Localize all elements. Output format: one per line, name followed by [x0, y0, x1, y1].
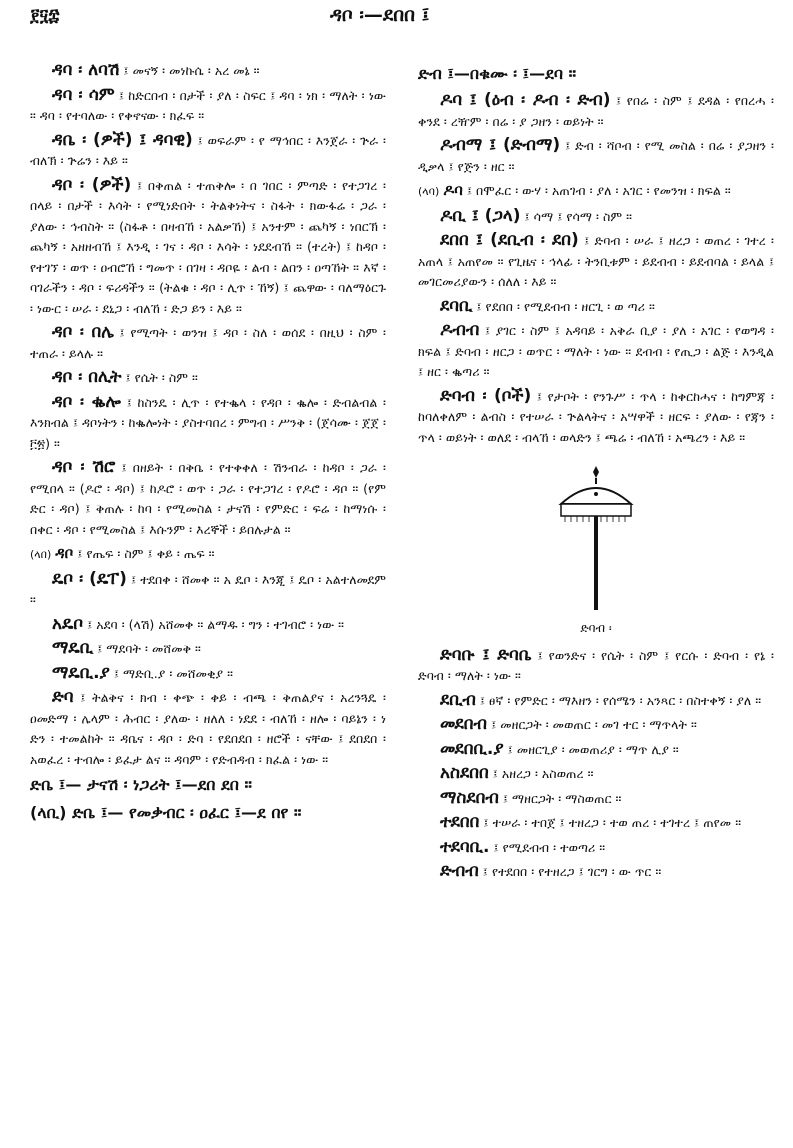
entry-definition: ፤ የበሬ ፡ ስም ፤ ደዳል ፡ የበረሓ ፡ ቀንደ ፡ ረዥም ፡ በሬ ፡ ያ ጋዘን ፡ ወይነት ። [418, 93, 774, 129]
entry-definition: ፤ ተሠራ ፡ ተበጀ ፤ ተዘረጋ ፡ ተወ ጠረ ፡ ተገተረ ፤ ጠየመ ። [483, 815, 742, 830]
dictionary-entry [30, 543, 386, 566]
dictionary-entry [418, 837, 774, 859]
entry-headword: ዴቦ ፡ (ዴፐ) [52, 568, 127, 589]
entry-definition: ፤ ያገር ፡ ስም ፤ አዳባይ ፡ አቅራ ቢያ ፡ ያለ ፡ አገር ፡ የወግዳ ፡ ክፍል ፤ ድባብ ፡ ዘርጋ ፡ ወጥር ፡ ማለት ፡ ነው ። ደብብ ፡ የጢጋ ፡ ልጅ ፡ እንዲል ፤ ዘር ፡ ቈጣሪ ። [418, 323, 774, 379]
entry-headword: ድባ [52, 687, 74, 707]
entry-definition: ፤ ሳማ ፤ የሳማ ፡ ስም ። [524, 208, 633, 224]
entry-tag: (ላበ) [30, 548, 52, 561]
entry-definition: ፤ ከስንዴ ፡ ሊጥ ፡ የተቈላ ፡ የዳቦ ፡ ቈሎ ፡ ድብልብል ፡ እንክብል ፤ ዳቦነትን ፡ ከቈሎነት ፡ ያስተባበረ ፡ ምግብ ፡ ሥንቅ ፡ (ጀሳሙ ፡ ጀጀ ፡ ፫፳) ። [30, 394, 386, 451]
entry-headword: ማዴቢ.ያ [52, 662, 110, 683]
entry-definition: ፤ ትልቅና ፡ ክብ ፡ ቀጭ ፡ ቀይ ፡ ብጫ ፡ ቅጠልያና ፡ አረንጓዴ ፡ ዐመድማ ፡ ሌላም ፡ ሕብር ፡ ያለው ፡ ዘለለ ፡ ነደደ ፡ ብለኸ ፡ ዘሎ ፡ ባይኔን ፡ ነ ድን ፡ ተመልከት ። ዳቤና ፡ ዳቦ ፡ ድባ ፡ የደበደበ ፡ ዘሮች ፡ ናቸው ፤ ደበደበ ፡ አወፈረ ፡ ተብሎ ፡ ይፈታ ልና ። ዳባም ፡ የድብዳብ ፡ ክፈል ፡ ነው ። [30, 690, 386, 767]
dictionary-entry [418, 320, 774, 383]
figure-caption: ድባብ ፡ [580, 621, 612, 635]
dictionary-entry [30, 322, 386, 364]
entry-headword: ደበበ ፤ (ደቢብ ፡ ደበ) [440, 230, 579, 250]
ceremonial-umbrella-icon [551, 462, 641, 612]
entry-headword: ዳቦ [55, 544, 74, 562]
entry-headword: ዳቤ ፡ (ዎች) ፤ ዳባዊ) [52, 129, 193, 150]
entry-definition: ፤ ተደበቀ ፡ ሸመቀ ። አ ዴቦ ፡ እንጂ ፤ ዴቦ ፡ አልተለመደም ። [30, 571, 386, 607]
entry-definition: ፤ የሚደብብ ፡ ተወጣሪ ። [493, 839, 606, 855]
entry-headword: ተደበበ [440, 812, 480, 832]
entry-headword: ማስደበብ [440, 787, 499, 808]
entry-definition: ፤ ወፍራም ፡ የ ማኅበር ፡ እንጀራ ፡ ጕራ ፡ ብለኽ ፡ ጕሬን ፡ እይ ። [30, 132, 386, 168]
dictionary-entry [418, 812, 774, 834]
entry-definition: ፤ የሴት ፡ ስም ። [125, 370, 198, 385]
dictionary-entry [418, 739, 774, 761]
entry-headword: ዶብብ [440, 320, 480, 340]
dictionary-entry [30, 175, 386, 320]
entry-definition: ፤ ማዘርጋት ፡ ማስወጠር ። [502, 790, 622, 806]
entry-headword: መደበቢ.ያ [440, 738, 504, 759]
dictionary-entry [30, 60, 386, 82]
dictionary-entry [30, 85, 386, 127]
entry-headword: መደበብ [440, 714, 488, 734]
entry-definition: ፤ የሚጣት ፡ ወንዝ ፤ ዳቦ ፡ ስለ ፡ ወሰደ ፡ በዚህ ፡ ስም ፡ ተጠራ ፡ ይላሉ ። [30, 325, 386, 361]
entry-headword: ተደባቢ. [440, 836, 490, 857]
entry-headword: ዳቦ ፡ ቈሎ [52, 391, 121, 412]
entry-definition: ፤ መዘርጊያ ፡ መወጠሪያ ፡ ማጥ ሊያ ። [507, 741, 679, 757]
dictionary-entry [30, 687, 386, 770]
entry-headword: አስደበበ [440, 763, 489, 783]
entry-definition: ፤ በቅጠል ፡ ተጠቅሎ ፡ በ ገበር ፡ ምጣድ ፡ የተጋገረ ፡ በላይ ፡ በታች ፡ እሳት ፡ የሚነድበት ፡ ትልቅነትና ፡ ስፋት ፡ ክውፋሬ ፡ ጋራ ፡ ያለው ፡ ኅብስት ። (ስፋቶ ፡ በዛብኸ ፡ አልቃኸ) ፤ አንተም ፡ ጨካኝ ፡ ነበርኽ ፡ ጨካኝ ፡ አዘዘብኸ ፤ እንዲ ፡ ገና ፡ ዳቦ ፡ እሳት ፡ ነደደብኸ ። (ተረት) ፤ ከዳቦ ፡ የተገኘ ፡ ወጥ ፡ ዐብሮኸ ፡ ግመጥ ፡ በገዛ ፡ ዳቦዬ ፡ ልብ ፡ ልበን ፡ ዐጣኸት ። እኛ ፡ ባገራችን ፡ ዳቦ ፡ ፍሪዳችን ። (ትልቁ ፡ ዳቦ ፡ ሊጥ ፡ ኸኝ) ፤ ጨዋው ፡ ባለማዕርጉ ፡ ነውር ፡ ሠራ ፡ ደኒጋ ፡ ብለኸ ፡ ድጋ ይን ፡ እይ ። [30, 177, 386, 316]
entry-headword: ዶቢ ፤ (ጋላ) [440, 205, 521, 226]
entry-headword: አዴቦ [52, 613, 84, 634]
entry-headword: ዳቦ ፡ በሌ [52, 322, 114, 342]
entry-definition: ፤ ከድርበብ ፡ በታች ፡ ያለ ፡ ስፍር ፤ ዳባ ፡ ነክ ፡ ማለት ፡ ነው ። ዳባ ፡ የተባለው ፡ የቀኖናው ፡ ክፈፍ ። [30, 87, 386, 123]
entry-headword: ዳባ ፡ ለባሽ [52, 60, 120, 80]
dictionary-entry [30, 367, 386, 389]
dictionary-entry [30, 614, 386, 636]
section-head: ድብ ፤—በቁሙ ፡ ፤—ደባ ። [418, 64, 577, 83]
entry-headword: ማዴቢ [52, 638, 94, 658]
entry-headword: ዳቦ ፡ ሽሮ [52, 457, 116, 477]
dictionary-entry [418, 645, 774, 687]
entry-definition: ፤ አደባ ፡ (ላሽ) አሸመቀ ። ልማዱ ፡ ግን ፡ ተገብሮ ፡ ነው ። [87, 616, 345, 632]
dictionary-entry [30, 392, 386, 455]
entry-definition: ፤ ፀኛ ፡ የምድር ፡ ማእዘን ፡ የሰሜን ፡ አንጻር ፡ በስተቀኝ ፡ ያለ ። [479, 692, 762, 708]
dictionary-entry [418, 206, 774, 228]
entry-definition: ፤ መናኝ ፡ መነኩሴ ፡ አረ መኔ ። [123, 63, 260, 78]
running-head: ዳቦ ፡—ደበበ ፤ [330, 4, 430, 26]
entry-definition: ፤ ማደባት ፡ መሸመቅ ። [97, 641, 201, 656]
section-head: (ላቢ) ድቤ ፤— የመቃብር ፡ ዐፈር ፤—ደ በየ ። [30, 803, 302, 822]
entry-definition: ፤ በሞፈር ፡ ውሃ ፡ አጠገብ ፡ ያለ ፡ አገር ፡ የመንዝ ፡ ክፍል ። [466, 183, 731, 198]
entry-headword: ዳባ ፡ ሳም [52, 84, 115, 105]
entry-definition: ፤ ድብ ፡ ሻቦብ ፡ የሚ መስል ፡ በሬ ፡ ያጋዘን ፡ ዲቃላ ፤ የጅን ፡ ዘር ። [418, 138, 774, 174]
right-column [418, 60, 774, 886]
dictionary-entry [418, 180, 774, 203]
dictionary-entry [30, 663, 386, 685]
entry-definition: ፤ መዘርጋት ፡ መወጠር ፡ መገ ተር ፡ ማጥላት ። [491, 717, 697, 732]
entry-definition: ፤ የተደበበ ፡ የተዘረጋ ፤ ገርግ ፡ ው ጥር ። [482, 864, 662, 879]
entry-headword: ዳቦ ፡ በሊት [52, 367, 122, 387]
entry-definition: ፤ ድባብ ፡ ሠራ ፤ ዘረጋ ፡ ወጠረ ፡ ገተረ ፡ አጠላ ፤ አጠየመ ። የጊዜና ፡ ኅላፊ ፡ ትንቢቱም ፡ ይደብብ ፡ ይደብባል ፡ ይላል ፤ መገርመሪያውን ፡ ሰለለ ፡ እይ ። [418, 233, 774, 289]
entry-definition: ፤ የደበበ ፡ የሚደብብ ፡ ዘርጊ ፡ ወ ጣሪ ። [476, 298, 655, 314]
dictionary-entry [418, 90, 774, 132]
dictionary-entry [418, 386, 774, 449]
dictionary-entry [418, 296, 774, 318]
dictionary-entry [418, 788, 774, 810]
entry-headword: ደቢብ [440, 689, 476, 710]
dictionary-entry [30, 569, 386, 611]
dictionary-entry [418, 861, 774, 883]
entry-definition: ፤ የጤፍ ፡ ስም ፤ ቀይ ፡ ጤፍ ። [77, 546, 215, 561]
entry-headword: ዶብማ ፤ (ድብማ) [440, 135, 561, 155]
entry-headword: ድባቡ ፤ ድባቤ [440, 644, 532, 665]
dictionary-entry [418, 230, 774, 293]
figure-dibab [506, 462, 686, 639]
left-column [30, 60, 386, 829]
entry-headword: ዳቦ ፡ (ዎች) [52, 174, 132, 195]
entry-headword: ዶባ [443, 181, 463, 199]
entry-definition: ፤ አዘረጋ ፡ አስወጠረ ። [492, 766, 594, 781]
entry-definition: ፤ የታቦት ፡ የንጉሥ ፡ ጥላ ፡ ከቀርከሓና ፡ ከግምጃ ፡ ከባለቀለም ፡ ልብስ ፡ የተሠራ ፡ ጕልላትና ፡ አሣዋች ፡ ዘርፍ ፡ ያለው ፡ የጃን ፡ ጥላ ፡ ወይነት ፡ ወለደ ፡ ብላኸ ፡ ወላድን ፤ ጫሬ ፡ ብለኸ ፡ አጫረን ፡ እይ ። [418, 388, 774, 445]
entry-definition: ፤ በዘይት ፡ በቅቤ ፡ የተቀቀለ ፡ ሽንብራ ፡ ከዳቦ ፡ ጋራ ፡ የሚበላ ። (ዶሮ ፡ ዳቦ) ፤ ከዶሮ ፡ ወጥ ፡ ጋራ ፡ የተጋገረ ፡ የዶሮ ፡ ዳቦ ። (የም ድር ፡ ዳቦ) ፤ ቅጠሉ ፡ ከባ ፡ የሚመስል ፡ ታናሽ ፡ የምድር ፡ ፍሬ ፡ ከማነሱ ፡ በቀር ፡ ዳቦ ፡ የሚመስል ፤ እሱንም ፡ እረኞች ፡ ይበሉታል ። [30, 460, 386, 537]
dictionary-entry [30, 457, 386, 540]
entry-definition: ፤ ማድቢ.ያ ፡ መሸመቂያ ። [113, 665, 234, 681]
page-number: ፻፶፰ [30, 6, 60, 26]
dictionary-entry [418, 714, 774, 736]
dictionary-entry [418, 763, 774, 785]
dictionary-entry [418, 690, 774, 712]
section-head: ድቤ ፤— ታናሽ ፡ ነጋሪት ፤—ደበ ደበ ። [30, 775, 252, 794]
dictionary-entry [30, 638, 386, 660]
entry-headword: ዶባ ፤ (ዕብ ፡ ዶብ ፡ ድብ) [440, 90, 611, 110]
entry-headword: ድብብ [440, 861, 479, 881]
entry-tag: (ላባ) [418, 185, 440, 198]
entry-headword: ደባቢ [440, 295, 473, 316]
entry-definition: ፤ የወንድና ፡ የሴት ፡ ስም ፤ የርሱ ፡ ድባብ ፡ የኔ ፡ ድባብ ፡ ማለት ፡ ነው ። [418, 647, 774, 683]
dictionary-entry [418, 135, 774, 177]
dictionary-entry [30, 130, 386, 172]
entry-headword: ድባብ ፡ (ቦች) [440, 385, 532, 406]
